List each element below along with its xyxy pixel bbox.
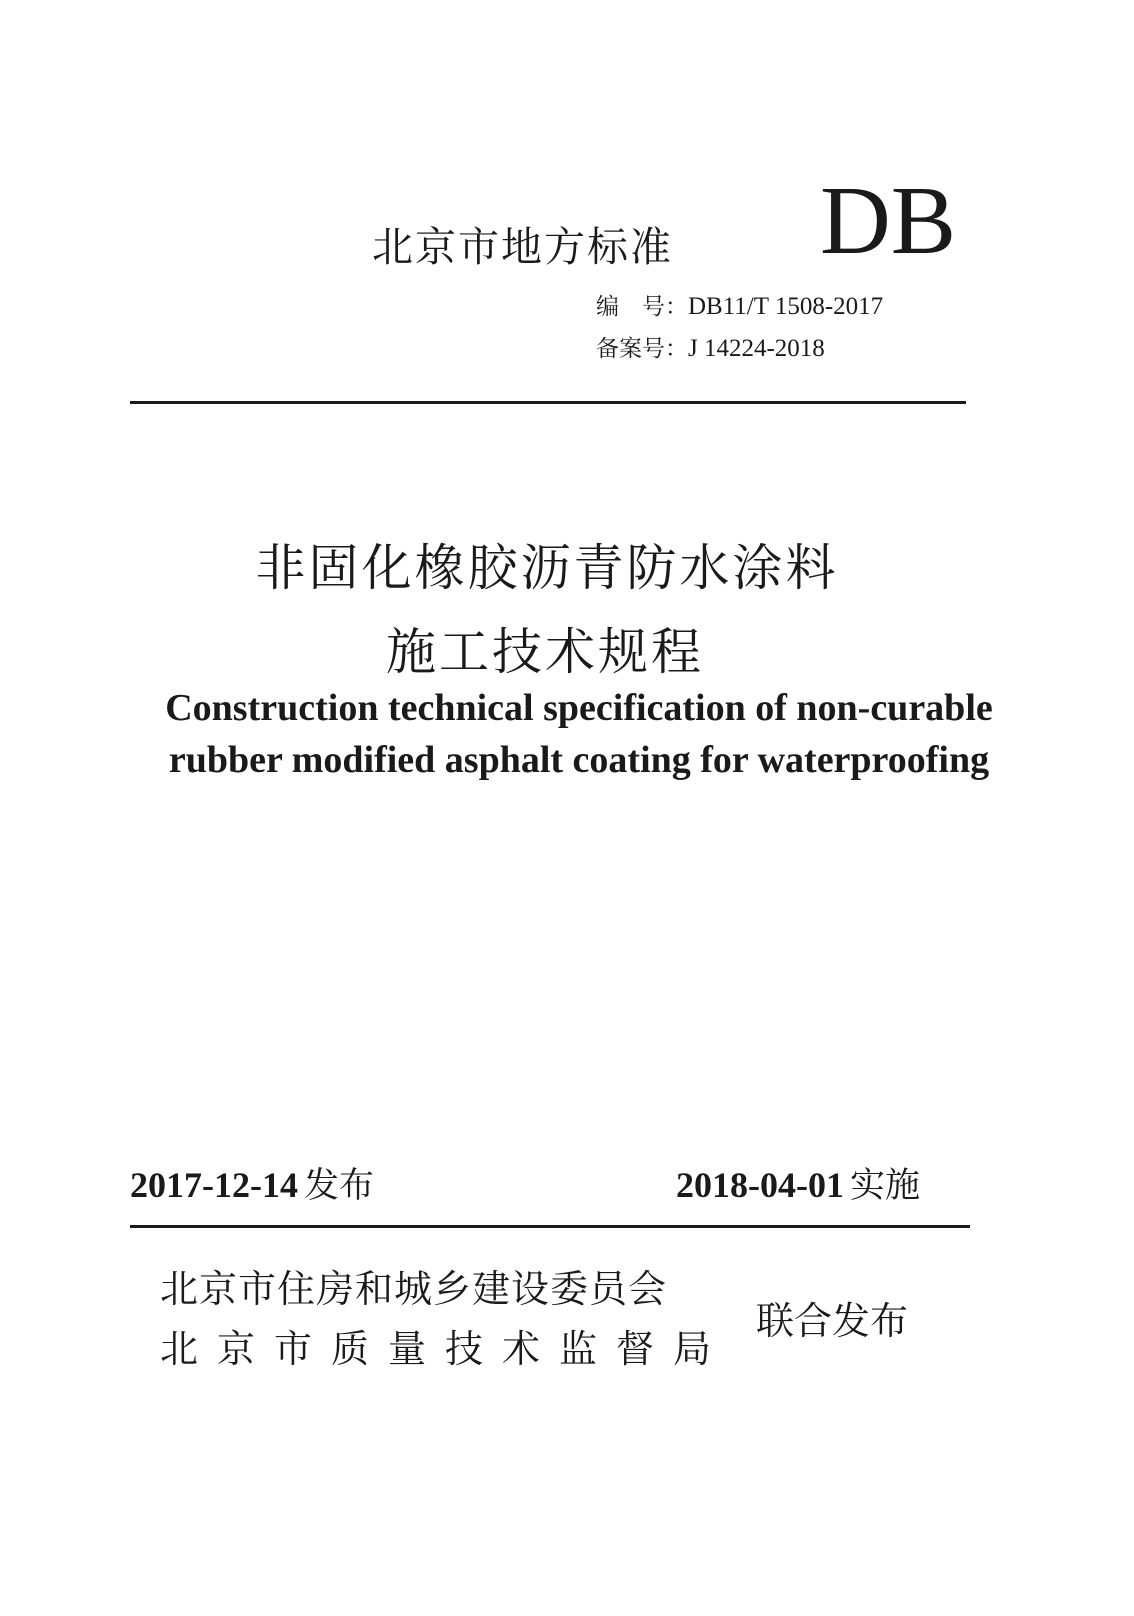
standard-code-label: 编 号：	[596, 294, 688, 320]
effective-date-row	[676, 1158, 920, 1208]
bottom-divider	[130, 1225, 970, 1228]
issue-date-suffix: 发布	[303, 1166, 374, 1206]
record-number-value: J 14224-2018	[688, 335, 825, 362]
effective-date-suffix: 实施	[849, 1166, 920, 1206]
title-zh-line1: 非固化橡胶沥青防水涂料	[255, 539, 839, 597]
title-zh-line2: 施工技术规程	[386, 623, 704, 681]
effective-date: 2018-04-01	[676, 1165, 844, 1205]
issuer-line1: 北京市住房和城乡建设委员会	[160, 1267, 668, 1311]
top-divider	[130, 401, 966, 404]
title-en-line1: Construction technical specification of non-curable	[165, 687, 993, 729]
standard-code-row	[596, 288, 883, 321]
issue-date: 2017-12-14	[130, 1165, 298, 1205]
record-number-label: 备案号：	[596, 336, 688, 362]
db-mark: DB	[820, 167, 957, 275]
standard-code-value: DB11/T 1508-2017	[688, 293, 884, 320]
joint-issue-label: 联合发布	[756, 1299, 909, 1343]
title-en-line2: rubber modified asphalt coating for waterproofing	[168, 739, 990, 781]
issue-date-row	[130, 1158, 374, 1208]
record-number-row	[596, 330, 825, 363]
standard-type: 北京市地方标准	[372, 223, 673, 271]
issuer-line2: 北京市质量技术监督局	[160, 1327, 731, 1371]
